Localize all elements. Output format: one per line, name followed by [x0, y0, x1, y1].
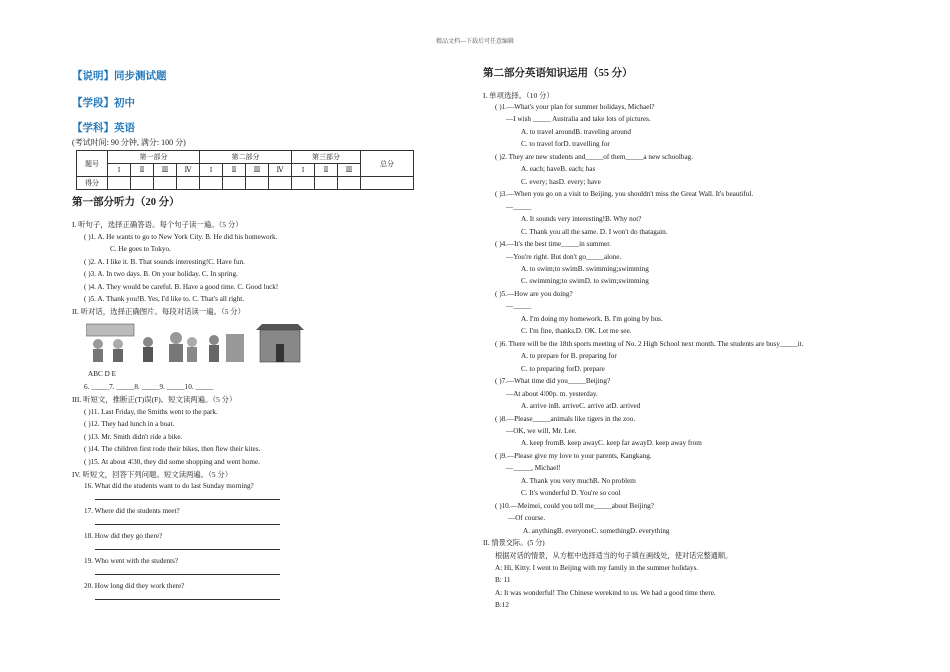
- score-cell: [246, 177, 269, 190]
- exercise-line: II. 情景交际。(5 分): [483, 539, 545, 548]
- exercise-line: ( )1.—What's your plan for summer holidays, Michael?: [495, 103, 655, 111]
- score-col: I: [292, 164, 315, 177]
- exercise-line: —At about 4∶00p. m. yesterday.: [506, 389, 598, 398]
- score-col: Ⅱ: [131, 164, 154, 177]
- grammar-s1-title: I. 单项选择。（10 分）: [483, 91, 554, 100]
- meta-explain: 【说明】同步测试题: [72, 70, 167, 82]
- score-col: Ⅲ: [246, 164, 269, 177]
- part2-title: 第二部分英语知识运用（55 分）: [483, 68, 633, 79]
- exercise-line: —I wish _____ Australia and take lots of pictures.: [506, 115, 651, 124]
- question-item: 18. How did they go there?: [84, 532, 163, 540]
- score-cell: [131, 177, 154, 190]
- score-table-part1: 第一部分: [108, 151, 200, 164]
- picture-a: [86, 324, 134, 362]
- exercise-line: A. anythingB. everyoneC. somethingD. everything: [523, 526, 670, 535]
- page-header-note: 精品文档---下载后可任意编辑: [436, 39, 514, 45]
- exercise-line: —_____, Michael!: [506, 464, 561, 473]
- question-item: 19. Who went with the students?: [84, 557, 179, 565]
- exercise-line: A. each; haveB. each; has: [521, 165, 596, 174]
- score-cell: [200, 177, 223, 190]
- exercise-line: C. It's wonderful D. You're so cool: [521, 489, 621, 498]
- answer-line[interactable]: [95, 543, 280, 553]
- listening-item: ( )5. A. Thank you!B. Yes, I'd like to. C. That's all right.: [84, 295, 245, 303]
- score-col: Ⅱ: [315, 164, 338, 177]
- exercise-line: B: 11: [495, 576, 511, 585]
- listening-s1-title: I. 听句子，选择正确答语。每个句子读一遍。（5 分）: [72, 220, 243, 229]
- exercise-line: ( )3.—When you go on a visit to Beijing, you shouldn't miss the Great Wall. It's beautiful.: [495, 190, 754, 199]
- score-cell: [292, 177, 315, 190]
- exercise-line: A. It sounds very interesting!B. Why not?: [521, 215, 642, 224]
- score-table-label-bottom: 得分: [77, 177, 108, 190]
- exercise-line: ( )9.—Please give my love to your parents, Kangkang.: [495, 451, 652, 460]
- exercise-line: —OK, we will, Mr. Lee.: [506, 426, 577, 435]
- exercise-line: C. to travel forD. travelling for: [521, 140, 610, 149]
- exercise-line: B:12: [495, 601, 509, 610]
- score-table-part2: 第二部分: [200, 151, 292, 164]
- exercise-line: —Of course.: [508, 514, 546, 523]
- score-table-total: 总分: [361, 151, 414, 177]
- score-col: I: [108, 164, 131, 177]
- exercise-line: A: Hi, Kitty. I went to Beijing with my family in the summer holidays.: [495, 564, 699, 573]
- score-col: Ⅲ: [154, 164, 177, 177]
- answer-line[interactable]: [95, 593, 280, 603]
- score-cell: [269, 177, 292, 190]
- score-cell: [223, 177, 246, 190]
- tf-item: ( )15. At about 4∶30, they did some shopping and went home.: [84, 458, 260, 466]
- exercise-line: ( )7.—What time did you_____Beijing?: [495, 377, 611, 386]
- tf-item: ( )11. Last Friday, the Smiths went to the park.: [84, 408, 218, 416]
- score-cell: [338, 177, 361, 190]
- picture-answer-blanks: 6. _____7. _____8. _____9. _____10. _____: [84, 383, 214, 391]
- exercise-line: ( )5.—How are you doing?: [495, 289, 573, 298]
- exercise-line: C. every; hasD. every; have: [521, 177, 601, 186]
- exercise-line: A. Thank you very muchB. No problem: [521, 476, 636, 485]
- listening-item: ( )4. A. They would be careful. B. Have a good time. C. Good luck!: [84, 283, 279, 291]
- answer-line[interactable]: [95, 568, 280, 578]
- listening-s4-title: IV. 听短文，回答下列问题。短文读两遍。（5 分）: [72, 470, 233, 479]
- exercise-line: A. to travel aroundB. traveling around: [521, 127, 631, 136]
- part1-title: 第一部分听力（20 分）: [72, 197, 180, 208]
- score-col: Ⅳ: [177, 164, 200, 177]
- score-col: Ⅳ: [269, 164, 292, 177]
- score-cell: [361, 177, 414, 190]
- listening-pictures: [86, 320, 304, 364]
- exercise-line: A. to swim;to swimB. swimming;swimming: [521, 264, 649, 273]
- score-cell: [154, 177, 177, 190]
- exercise-line: ( )10.—Meimei, could you tell me_____about Beijing?: [495, 501, 654, 510]
- exercise-line: ( )4.—It's the best time_____in summer.: [495, 240, 612, 249]
- listening-item: ( )3. A. In two days. B. On your holiday. C. In spring.: [84, 270, 238, 278]
- score-cell: [177, 177, 200, 190]
- picture-c: [169, 332, 197, 362]
- score-col: Ⅱ: [223, 164, 246, 177]
- score-table-label-top: 题号: [77, 151, 108, 177]
- tf-item: ( )13. Mr. Smith didn't ride a bike.: [84, 433, 183, 441]
- answer-line[interactable]: [95, 493, 280, 503]
- picture-b: [143, 337, 153, 362]
- question-item: 20. How long did they work there?: [84, 582, 185, 590]
- tf-item: ( )14. The children first rode their bikes, then flew their kites.: [84, 445, 261, 453]
- exercise-line: A. I'm doing my homework. B. I'm going by bus.: [521, 314, 663, 323]
- exercise-line: C. swimming;to swimD. to swim;swimming: [521, 277, 649, 286]
- picture-d: [209, 334, 244, 362]
- question-item: 16. What did the students want to do last Sunday morning?: [84, 482, 254, 490]
- score-cell: [315, 177, 338, 190]
- exercise-line: 根据对话的情景，从方框中选择适当的句子填在画线处，使对话完整通顺。: [495, 551, 733, 560]
- exercise-line: A. keep fromB. keep awayC. keep far awayD. keep away from: [521, 439, 702, 448]
- exercise-line: C. to preparing forD. prepare: [521, 364, 605, 373]
- exercise-line: ( )6. There will be the 18th sports meeting of No. 2 High School next month. The students are busy_____it.: [495, 339, 804, 348]
- listening-item: C. He goes to Tokyo.: [110, 245, 171, 253]
- picture-labels: ABC D E: [88, 370, 116, 378]
- exercise-line: ( )8.—Please_____animals like tigers in the zoo.: [495, 414, 636, 423]
- meta-stage: 【学段】初中: [72, 97, 135, 109]
- tf-item: ( )12. They had lunch in a boat.: [84, 420, 175, 428]
- score-table-part3: 第三部分: [292, 151, 361, 164]
- exercise-line: —_____: [506, 202, 532, 211]
- score-col: I: [200, 164, 223, 177]
- exercise-line: A: It was wonderful! The Chinese werekind to us. We had a good time there.: [495, 588, 716, 597]
- meta-subject: 【学科】英语: [72, 122, 135, 134]
- exercise-line: A. arrive inB. arriveC. arrive atD. arrived: [521, 402, 641, 411]
- exercise-line: C. Thank you all the same. D. I won't do thatagain.: [521, 227, 668, 236]
- listening-item: ( )1. A. He wants to go to New York City. B. He did his homework.: [84, 233, 278, 241]
- listening-s3-title: III. 听短文，推断正(T)误(F)。短文读两遍。（5 分）: [72, 395, 237, 404]
- question-item: 17. Where did the students meet?: [84, 507, 180, 515]
- score-table: [76, 150, 414, 190]
- exam-info: (考试时间: 90 分钟, 满分: 100 分): [72, 138, 186, 147]
- picture-e: [256, 324, 304, 362]
- listening-s2-title: II. 听对话，选择正确图片。每段对话读一遍。（5 分）: [72, 307, 246, 316]
- score-cell: [108, 177, 131, 190]
- listening-item: ( )2. A. I like it. B. That sounds interesting!C. Have fun.: [84, 258, 245, 266]
- exercise-line: A. to prepare for B. preparing for: [521, 352, 617, 361]
- exercise-line: C. I'm fine, thanks.D. OK. Let me see.: [521, 327, 632, 336]
- score-col: Ⅲ: [338, 164, 361, 177]
- exercise-line: ( )2. They are new students and_____of them_____a new schoolbag.: [495, 152, 694, 161]
- answer-line[interactable]: [95, 518, 280, 528]
- exercise-line: —You're right. But don't go_____alone.: [506, 252, 622, 261]
- exercise-line: —_____: [506, 302, 532, 311]
